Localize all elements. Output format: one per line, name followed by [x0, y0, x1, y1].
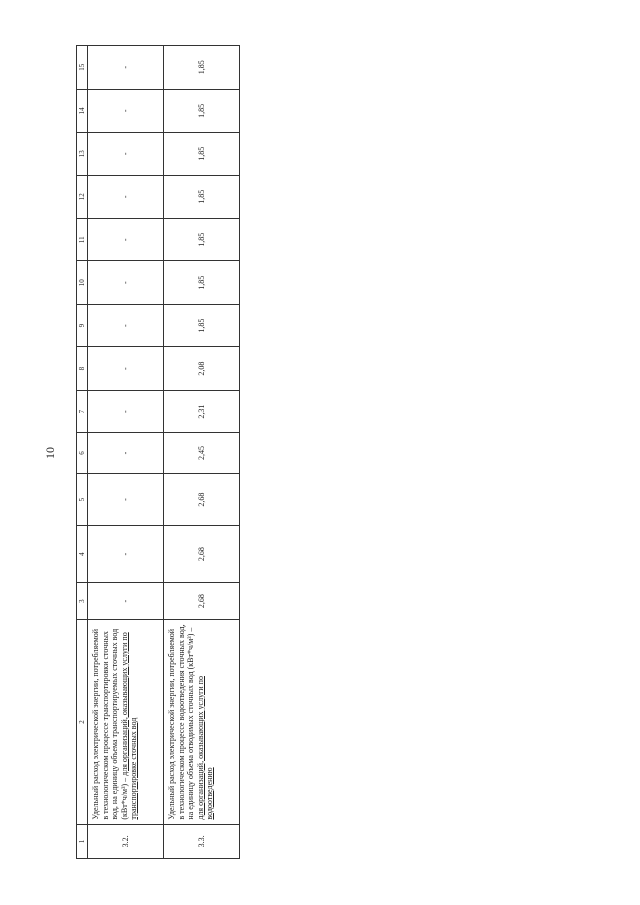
rotated-table-frame — [76, 45, 240, 859]
header-cell: 2 — [77, 620, 88, 824]
header-cell: 5 — [77, 473, 88, 526]
value-cell: 2,68 — [164, 582, 240, 619]
value-cell: 1,85 — [164, 46, 240, 90]
header-cell: 8 — [77, 347, 88, 390]
value-cell: - — [88, 175, 164, 218]
description-underlined: для организаций, оказывающих услуги по транспортировке сточных вод — [119, 632, 138, 820]
value-cell: - — [88, 218, 164, 260]
value-cell: - — [88, 473, 164, 526]
value-cell: - — [88, 89, 164, 132]
value-cell: 1,85 — [164, 218, 240, 260]
value-cell: - — [88, 261, 164, 304]
value-cell: - — [88, 304, 164, 346]
header-cell: 15 — [77, 46, 88, 90]
header-row — [77, 46, 88, 859]
description-text: Удельный расход электрической энергии, потребляемой в технологическом процессе транспортировки сточных вод, на единицу объема транспортируемых сточных вод (кВт*ч/м³) – — [91, 628, 129, 820]
row-number: 3.3. — [164, 824, 240, 858]
row-number: 3.2. — [88, 824, 164, 858]
header-cell: 7 — [77, 390, 88, 432]
header-cell: 12 — [77, 175, 88, 218]
header-cell: 10 — [77, 261, 88, 304]
row-description — [164, 620, 240, 824]
header-cell: 13 — [77, 133, 88, 175]
header-cell: 11 — [77, 218, 88, 260]
value-cell: 1,85 — [164, 89, 240, 132]
description-underlined: для организаций, оказывающих услуги по водоотведению — [195, 676, 214, 820]
value-cell: - — [88, 390, 164, 432]
value-cell: - — [88, 526, 164, 583]
row-description — [88, 620, 164, 824]
description-text: Удельный расход электрической энергии, потребляемой в технологическом процессе водоотведения сточных вод, на единицу объема отводимых сточных вод (кВт*ч/м³) – — [167, 624, 195, 820]
header-cell: 4 — [77, 526, 88, 583]
value-cell: 2,08 — [164, 347, 240, 390]
value-cell: 1,85 — [164, 261, 240, 304]
value-cell: - — [88, 46, 164, 90]
header-cell: 9 — [77, 304, 88, 346]
header-cell: 6 — [77, 433, 88, 473]
page-number: 10 — [43, 447, 57, 459]
value-cell: 2,45 — [164, 433, 240, 473]
header-cell: 3 — [77, 582, 88, 619]
value-cell: 2,68 — [164, 473, 240, 526]
value-cell: - — [88, 582, 164, 619]
table-row — [88, 46, 164, 859]
indicator-table — [76, 45, 240, 859]
value-cell: - — [88, 433, 164, 473]
header-cell: 1 — [77, 824, 88, 858]
value-cell: 2,68 — [164, 526, 240, 583]
value-cell: - — [88, 133, 164, 175]
value-cell: 1,85 — [164, 175, 240, 218]
value-cell: - — [88, 347, 164, 390]
table-row — [164, 46, 240, 859]
value-cell: 1,85 — [164, 133, 240, 175]
value-cell: 1,85 — [164, 304, 240, 346]
value-cell: 2,31 — [164, 390, 240, 432]
header-cell: 14 — [77, 89, 88, 132]
